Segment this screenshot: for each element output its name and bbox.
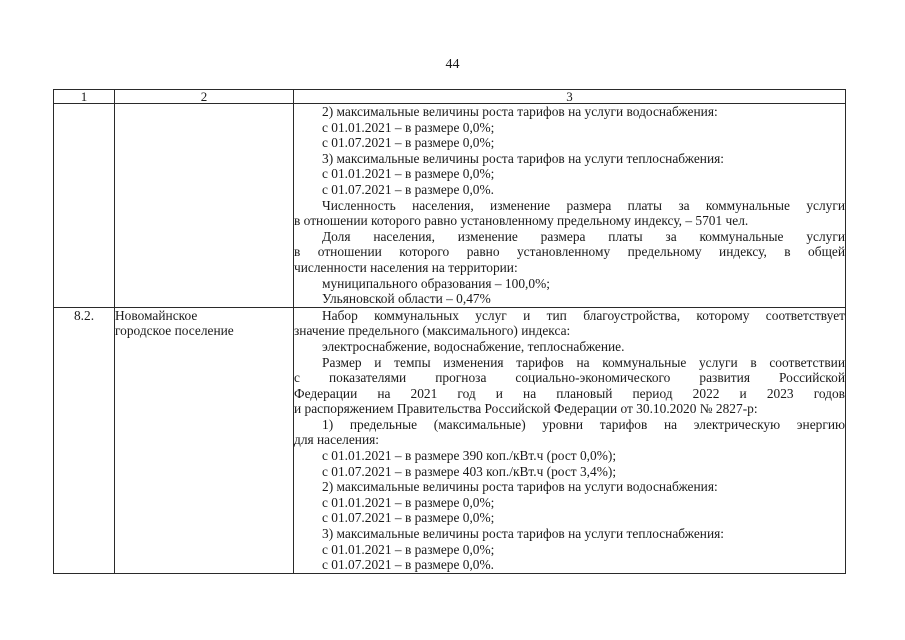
tariff-table — [53, 89, 846, 574]
text-line: в отношении которого равно установленному предельному индексу, в общей — [294, 244, 845, 260]
text-line: с 01.01.2021 – в размере 390 коп./кВт.ч (рост 0,0%); — [322, 448, 617, 464]
column-header-3: 3 — [294, 90, 846, 104]
text-line: Размер и темпы изменения тарифов на коммунальные услуги в соответствии — [322, 354, 845, 370]
text-line: с 01.01.2021 – в размере 0,0%; — [322, 494, 495, 510]
text-line: 3) максимальные величины роста тарифов на услуги теплоснабжения: — [322, 526, 724, 542]
text-line: 3) максимальные величины роста тарифов на услуги теплоснабжения: — [322, 150, 724, 166]
text-line: с 01.07.2021 – в размере 0,0%. — [322, 557, 494, 573]
text-line: для населения: — [294, 432, 379, 448]
text-line: с 01.01.2021 – в размере 0,0%; — [322, 541, 495, 557]
text-line: с 01.07.2021 – в размере 0,0%; — [322, 510, 495, 526]
municipality-name-cell — [115, 307, 294, 573]
text-line: с 01.07.2021 – в размере 0,0%; — [322, 135, 495, 151]
table-body — [54, 104, 846, 574]
text-line: Ульяновской области – 0,47% — [322, 291, 491, 307]
municipality-name-line: городское поселение — [115, 323, 234, 339]
text-line: Набор коммунальных услуг и тип благоустройства, которому соответствует — [322, 307, 845, 323]
page-number: 44 — [445, 57, 460, 72]
text-line: муниципального образования – 100,0%; — [322, 275, 550, 291]
municipality-name-line: Новомайнское — [115, 307, 198, 323]
table-row — [54, 104, 846, 308]
text-line: и распоряжением Правительства Российской Федерации от 30.10.2020 № 2827-р: — [294, 401, 758, 417]
text-line: с 01.01.2021 – в размере 0,0%; — [322, 119, 495, 135]
municipality-name-cell — [115, 104, 294, 308]
table-row — [54, 307, 846, 573]
text-line: 1) предельные (максимальные) уровни тарифов на электрическую энергию — [322, 416, 845, 432]
text-line: 2) максимальные величины роста тарифов на услуги водоснабжения: — [322, 479, 718, 495]
text-line: электроснабжение, водоснабжение, теплоснабжение. — [322, 338, 625, 354]
row-number-cell — [54, 104, 115, 308]
text-line: Федерации на 2021 год и на плановый период 2022 и 2023 годов — [294, 385, 845, 401]
text-line: с 01.01.2021 – в размере 0,0%; — [322, 166, 495, 182]
text-line: Численность населения, изменение размера платы за коммунальные услуги — [322, 197, 845, 213]
text-line: численности населения на территории: — [294, 259, 518, 275]
column-header-2: 2 — [115, 90, 294, 104]
row-number-cell: 8.2. — [54, 307, 115, 573]
text-line: в отношении которого равно установленному предельному индексу, – 5701 чел. — [294, 213, 749, 229]
text-line: с 01.07.2021 – в размере 403 коп./кВт.ч (рост 3,4%); — [322, 463, 617, 479]
text-line: с показателями прогноза социально-экономического развития Российской — [294, 370, 845, 386]
text-line: с 01.07.2021 – в размере 0,0%. — [322, 181, 494, 197]
text-line: значение предельного (максимального) индекса: — [294, 323, 571, 339]
tariff-description-cell — [294, 307, 846, 573]
text-line: Доля населения, изменение размера платы за коммунальные услуги — [322, 228, 845, 244]
column-header-1: 1 — [54, 90, 115, 104]
tariff-description-cell — [294, 104, 846, 308]
table-header-row — [54, 90, 846, 104]
text-line: 2) максимальные величины роста тарифов на услуги водоснабжения: — [322, 104, 718, 119]
